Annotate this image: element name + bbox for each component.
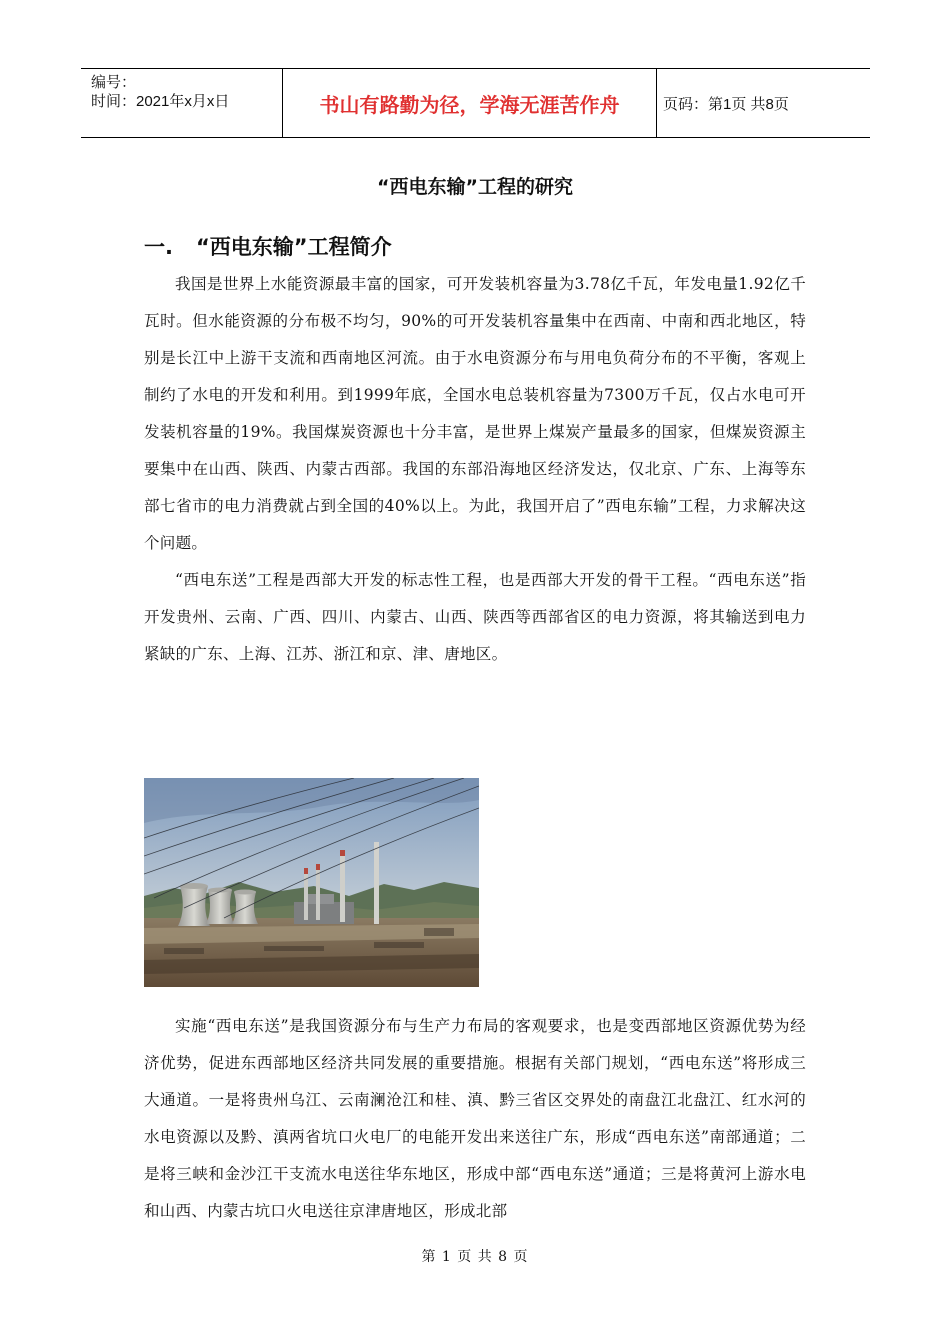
page-code: 页码：第1页 共8页 — [663, 95, 789, 113]
header-meta-cell — [81, 69, 283, 137]
section-title: “西电东输”工程简介 — [196, 235, 392, 259]
motto: 书山有路勤为径，学海无涯苦作舟 — [319, 92, 620, 117]
section-heading — [144, 231, 392, 261]
section-number: 一. — [144, 235, 173, 259]
paragraph-1: 我国是世界上水能资源最丰富的国家，可开发装机容量为3.78亿千瓦，年发电量1.92亿千瓦时。但水能资源的分布极不均匀，90%的可开发装机容量集中在西南、中南和西北地区，特别是长江中上游干支流和西南地区河流。由于水电资源分布与用电负荷分布的不平衡，客观上制约了水电的开发和利用。到1999年底，全国水电总装机容量为7300万千瓦，仅占水电可开发装机容量的19%。我国煤炭资源也十分丰富，是世界上煤炭产量最多的国家，但煤炭资源主要集中在山西、陕西、内蒙古西部。我国的东部沿海地区经济发达，仅北京、广东、上海等东部七省市的电力消费就占到全国的40%以上。为此，我国开启了”西电东输”工程，力求解决这个问题。 — [144, 275, 806, 552]
header-motto-cell — [283, 69, 657, 137]
header-page-cell — [657, 69, 870, 137]
page-footer: 第 1 页 共 8 页 — [421, 1249, 529, 1265]
power-plant-photo — [144, 778, 479, 987]
header-table — [81, 68, 870, 138]
paragraph-3: 实施“西电东送”是我国资源分布与生产力布局的客观要求，也是变西部地区资源优势为经济优势，促进东西部地区经济共同发展的重要措施。根据有关部门规划，“西电东送”将形成三大通道。一是将贵州乌江、云南澜沧江和桂、滇、黔三省区交界处的南盘江北盘江、红水河的水电资源以及黔、滇两省坑口火电厂的电能开发出来送往广东，形成“西电东送”南部通道；二是将三峡和金沙江干支流水电送往华东地区，形成中部“西电东送”通道；三是将黄河上游水电和山西、内蒙古坑口火电送往京津唐地区，形成北部 — [144, 1017, 806, 1220]
paragraph-2: “西电东送”工程是西部大开发的标志性工程，也是西部大开发的骨干工程。“西电东送”指开发贵州、云南、广西、四川、内蒙古、山西、陕西等西部省区的电力资源，将其输送到电力紧缺的广东、上海、江苏、浙江和京、津、唐地区。 — [144, 571, 806, 663]
document-title: “西电东输”工程的研究 — [377, 176, 573, 198]
number-label: 编号： — [91, 74, 137, 91]
time-label: 时间：2021年x月x日 — [91, 93, 230, 110]
